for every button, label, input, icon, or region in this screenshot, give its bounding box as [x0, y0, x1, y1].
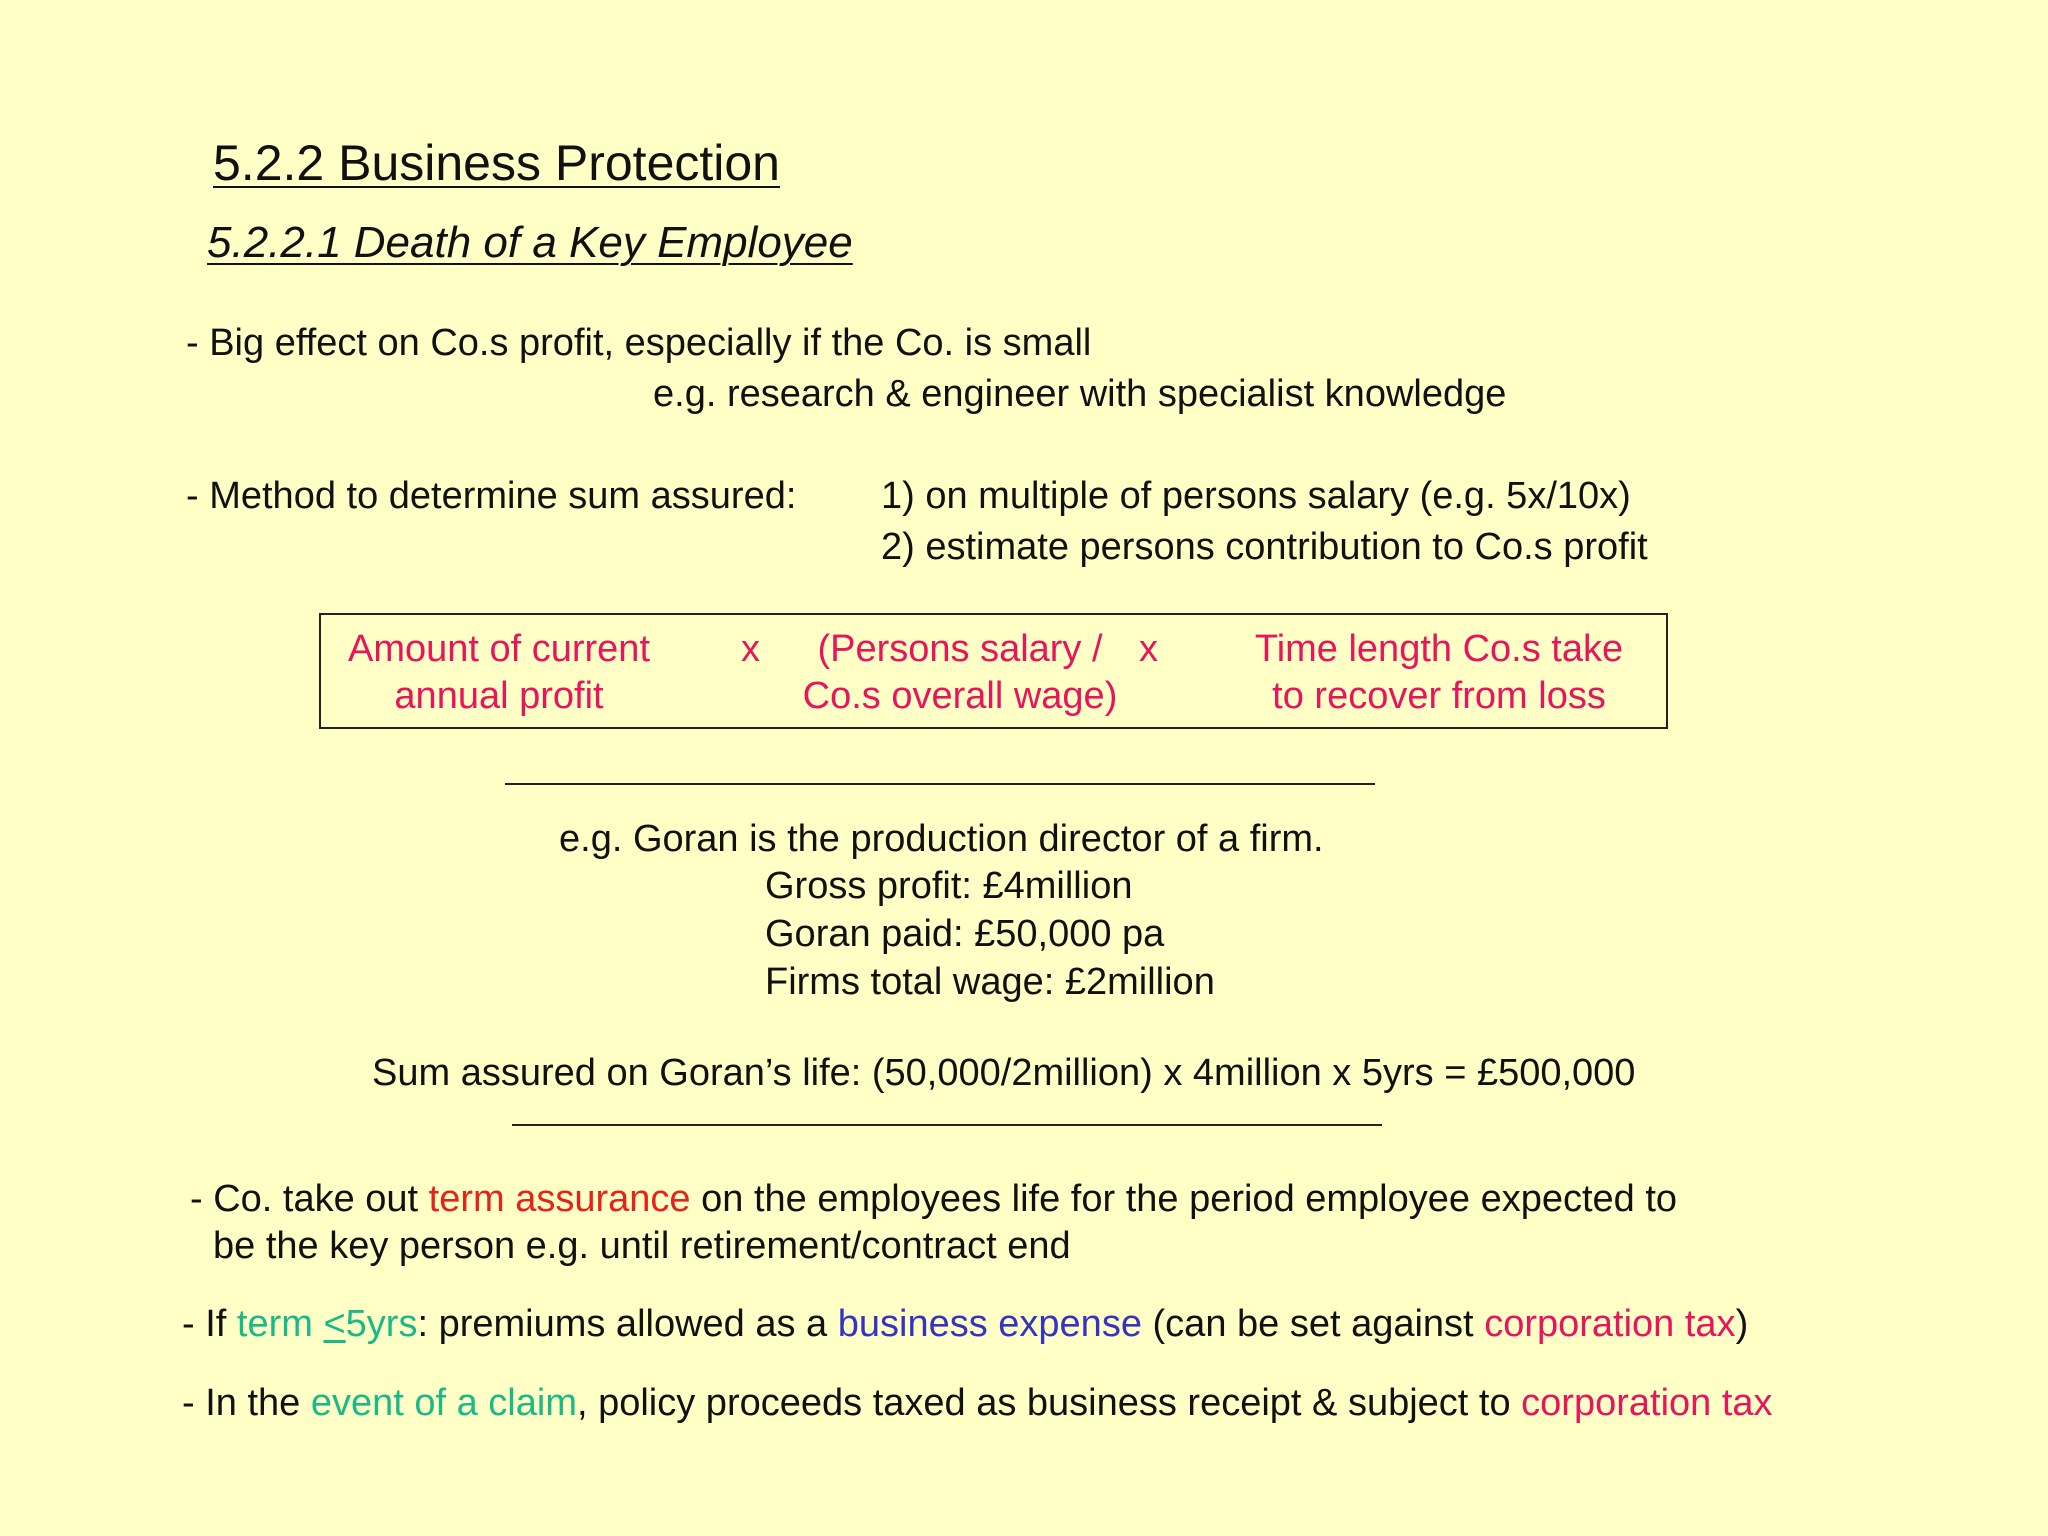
- example-total-wage: Firms total wage: £2million: [765, 961, 1215, 1003]
- term-highlight: term: [236, 1303, 324, 1345]
- example-intro: e.g. Goran is the production director of a firm.: [559, 818, 1324, 860]
- example-gross-profit: Gross profit: £4million: [765, 865, 1133, 907]
- bullet-term-assurance: [190, 1178, 1677, 1221]
- formula-box: [319, 613, 1668, 729]
- bullet-term-prefix: - Co. take out: [190, 1178, 429, 1220]
- divider-bottom: [512, 1124, 1382, 1126]
- bullet-expense-mid: : premiums allowed as a: [417, 1303, 838, 1345]
- bullet-effect: - Big effect on Co.s profit, especially if the Co. is small: [186, 322, 1092, 364]
- formula-salary-ratio: [795, 626, 1125, 720]
- bullet-term-suffix: on the employees life for the period employee expected to: [690, 1178, 1678, 1220]
- bullet-term-line2: be the key person e.g. until retirement/contract end: [213, 1225, 1071, 1267]
- bullet-expense-prefix: - If: [182, 1303, 237, 1345]
- bullet-claim-mid: , policy proceeds taxed as business receipt & subject to: [576, 1382, 1522, 1424]
- business-expense-highlight: business expense: [837, 1303, 1142, 1345]
- page-subtitle: 5.2.2.1 Death of a Key Employee: [207, 218, 853, 267]
- corporation-tax-highlight: corporation tax: [1484, 1303, 1736, 1345]
- example-goran-paid: Goran paid: £50,000 pa: [765, 913, 1165, 955]
- event-of-claim-highlight: event of a claim: [310, 1382, 577, 1424]
- formula-profit-line2: annual profit: [394, 675, 604, 717]
- bullet-method-label: - Method to determine sum assured:: [186, 475, 797, 517]
- formula-recovery-time: [1239, 626, 1639, 720]
- bullet-expense-end: ): [1735, 1303, 1749, 1345]
- bullet-expense-mid2: (can be set against: [1141, 1303, 1485, 1345]
- term-assurance-highlight: term assurance: [428, 1178, 691, 1220]
- formula-times-2: x: [1139, 628, 1158, 670]
- page-title: 5.2.2 Business Protection: [213, 135, 780, 191]
- formula-salary-line2: Co.s overall wage): [802, 675, 1118, 717]
- bullet-claim: [182, 1382, 1773, 1425]
- corporation-tax-highlight-2: corporation tax: [1521, 1382, 1773, 1424]
- less-equal-symbol: <: [323, 1303, 346, 1345]
- formula-recovery-line1: Time length Co.s take: [1254, 628, 1624, 670]
- formula-salary-line1: (Persons salary /: [817, 628, 1103, 670]
- bullet-claim-prefix: - In the: [182, 1382, 311, 1424]
- bullet-business-expense: [182, 1303, 1748, 1346]
- method-two: 2) estimate persons contribution to Co.s profit: [881, 526, 1648, 568]
- divider-top: [505, 783, 1375, 785]
- formula-recovery-line2: to recover from loss: [1272, 675, 1606, 717]
- formula-profit: [339, 626, 659, 720]
- formula-times-1: x: [741, 628, 760, 670]
- years-highlight: 5yrs: [345, 1303, 418, 1345]
- formula-profit-line1: Amount of current: [347, 628, 651, 670]
- bullet-effect-example: e.g. research & engineer with specialist knowledge: [653, 373, 1507, 415]
- method-one: 1) on multiple of persons salary (e.g. 5x/10x): [881, 475, 1631, 517]
- example-sum-assured: Sum assured on Goran’s life: (50,000/2million) x 4million x 5yrs = £500,000: [372, 1052, 1636, 1094]
